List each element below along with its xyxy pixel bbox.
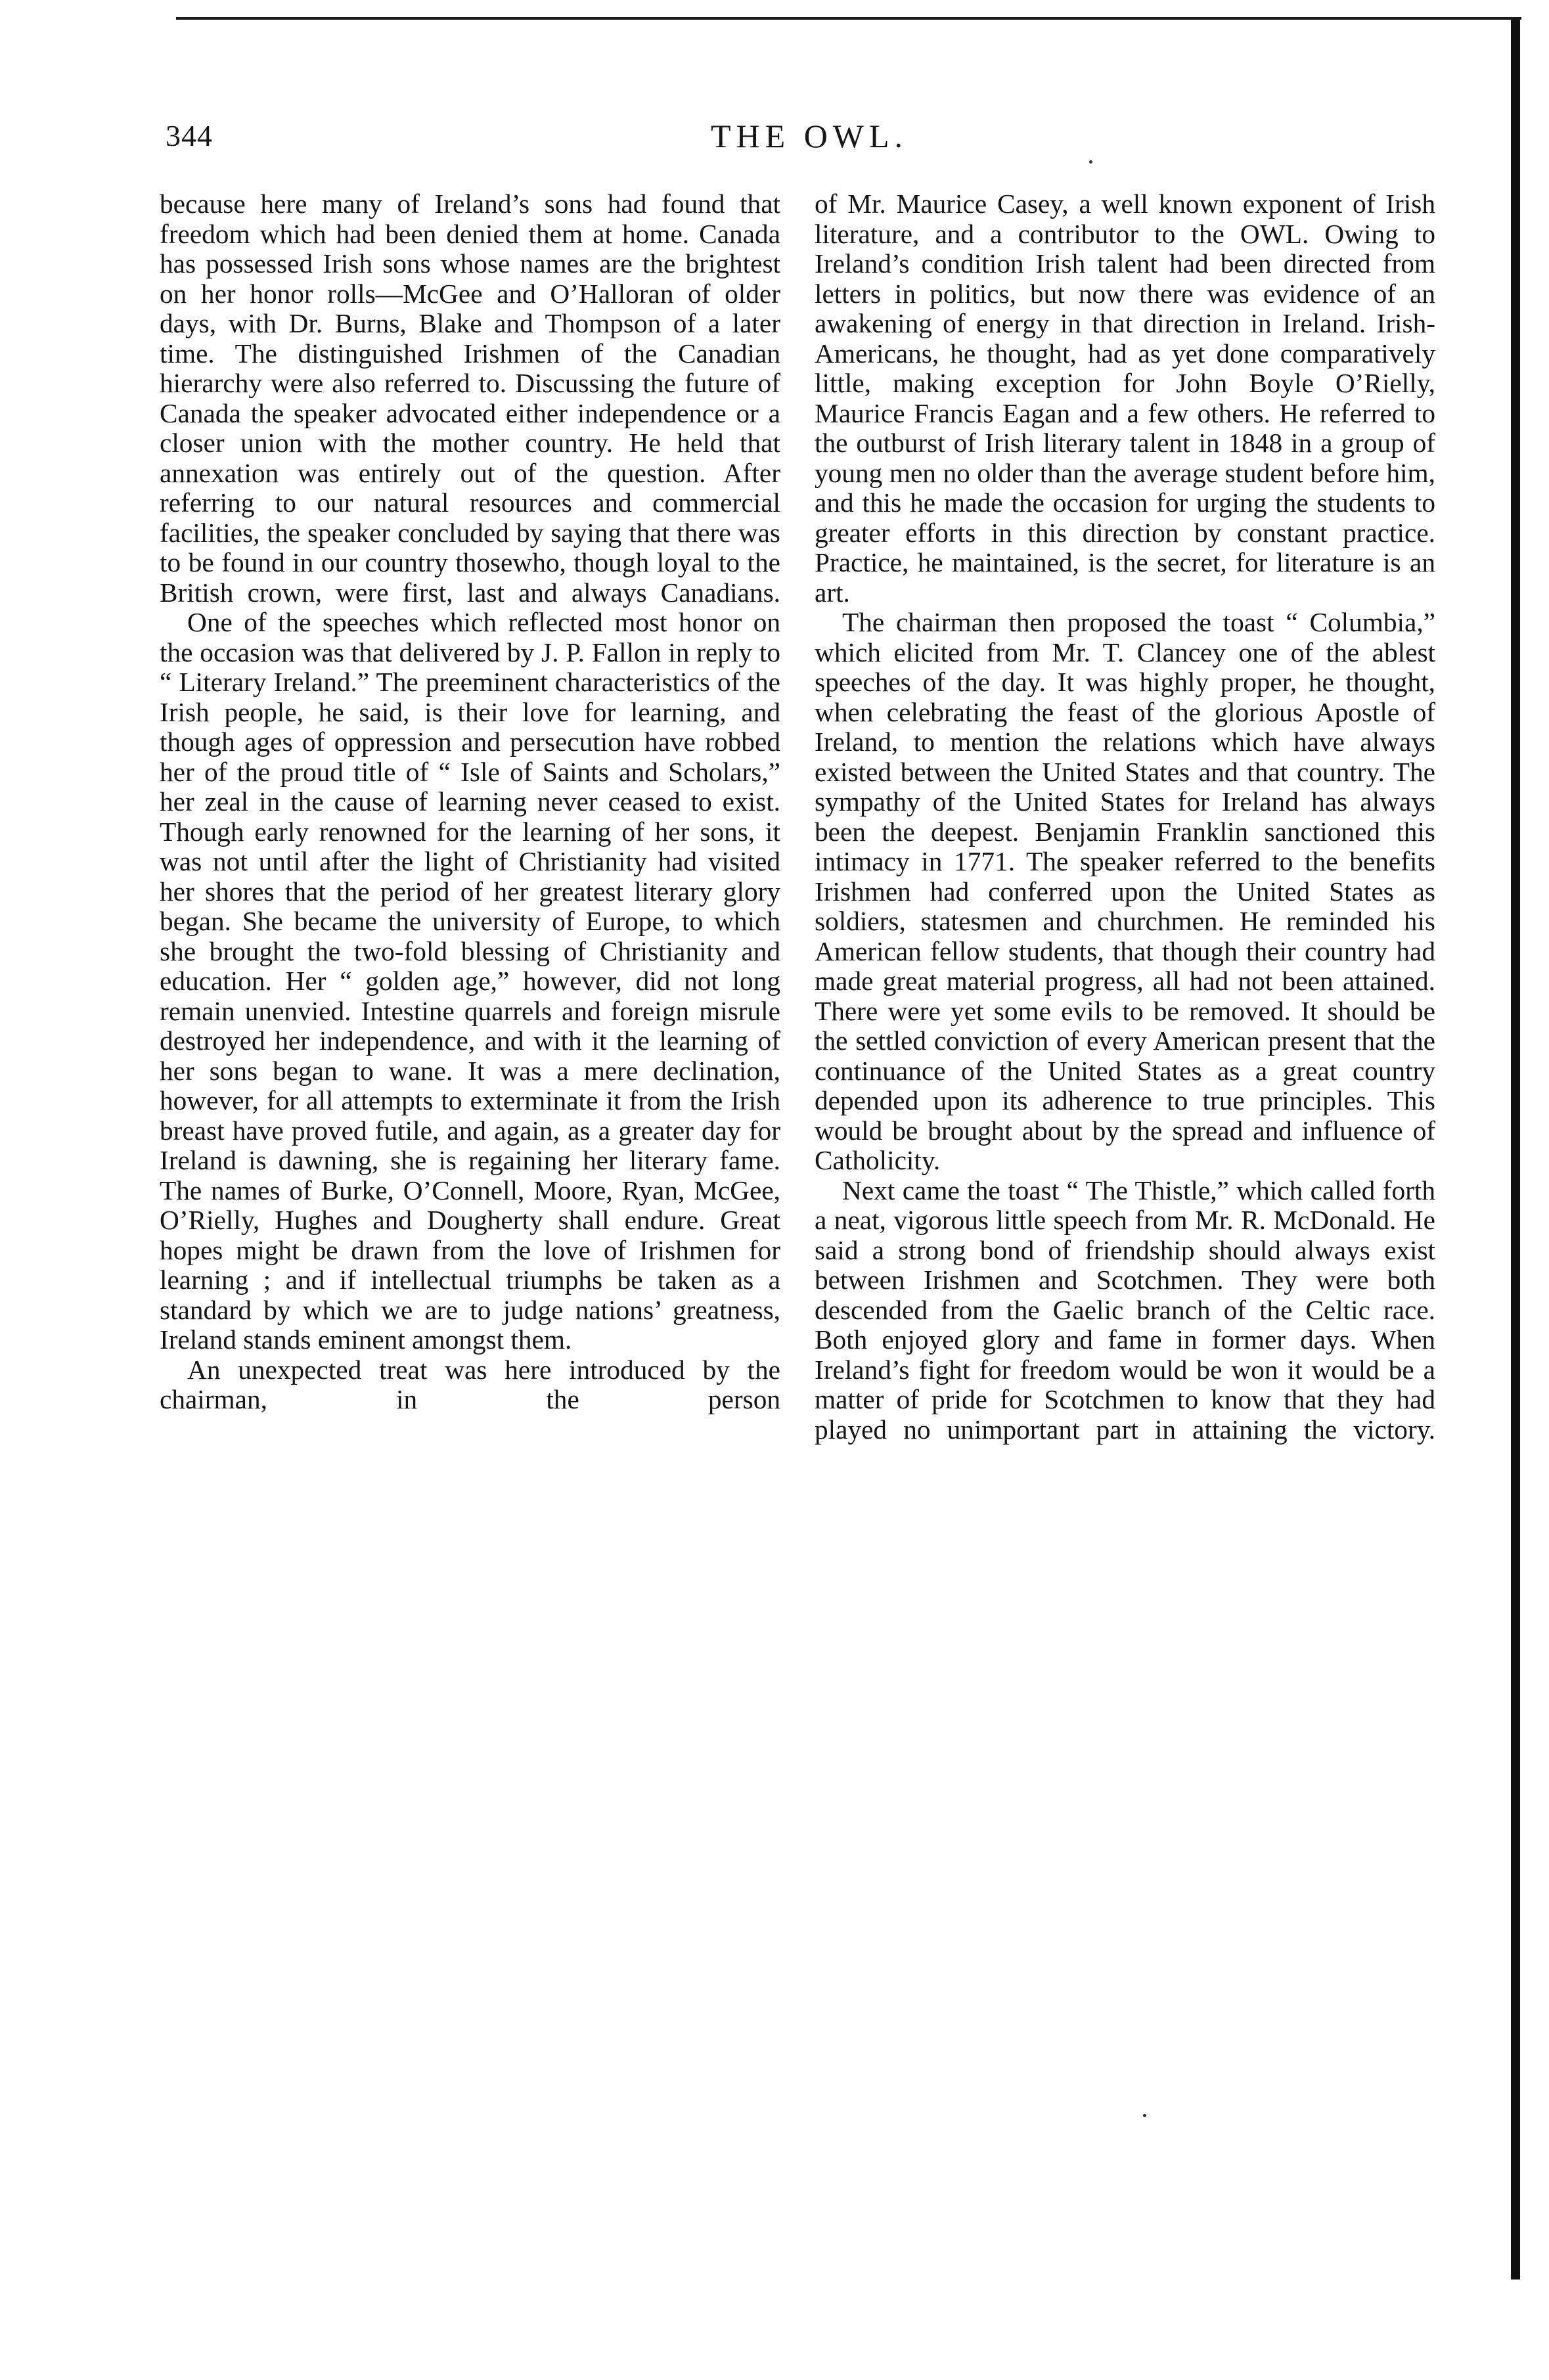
left-paragraph-3: An unexpected treat was here introduced by the chairman, in the person [160,1354,780,1414]
running-title: THE OWL. [711,118,909,154]
right-paragraph-3: Next came the toast “ The Thistle,” which called forth a neat, vigorous little speech from Mr. R. McDonald. He said a strong bond of friendship should always exist between Irishmen and Scotchmen. They were both descended from the Gaelic branch of the Celtic race. Both enjoyed glory and fame in former days. When Ireland’s fight for freedom would be won it would be a matter of pride for Scotchmen to know that they had played no unimportant part in attaining the victory. [815,1175,1435,1445]
top-rule [176,17,1521,20]
right-column [815,189,1435,1445]
page-number: 344 [166,119,213,152]
right-paragraph-2: The chairman then proposed the toast “ Columbia,” which elicited from Mr. T. Clancey one of the ablest speeches of the day. It was highly proper, he thought, when celebrating the feast of the glorious Apostle of Ireland, to mention the relations which have always existed between the United States and that country. The sympathy of the United States for Ireland has always been the deepest. Benjamin Franklin sanctioned this intimacy in 1771. The speaker referred to the benefits Irishmen had conferred upon the United States as soldiers, statesmen and churchmen. He reminded his American fellow students, that though their country had made great material progress, all had not been attained. There were yet some evils to be removed. It should be the settled conviction of every American present that the continuance of the United States as a great country depended upon its adherence to true principles. This would be brought about by the spread and influence of Catholicity. [815,607,1435,1175]
right-paragraph-1: of Mr. Maurice Casey, a well known exponent of Irish literature, and a contributor to the OWL. Owing to Ireland’s condition Irish talent had been directed from letters in politics, but now there was evidence of an awakening of energy in that direction in Ireland. Irish-Americans, he thought, had as yet done comparatively little, making exception for John Boyle O’Rielly, Maurice Francis Eagan and a few others. He referred to the outburst of Irish literary talent in 1848 in a group of young men no older than the average student before him, and this he made the occasion for urging the students to greater efforts in this direction by constant practice. Practice, he maintained, is the secret, for literature is an art. [815,189,1435,608]
left-paragraph-1: because here many of Ireland’s sons had found that freedom which had been denied them at home. Canada has possessed Irish sons whose names are the brightest on her honor rolls—McGee and O’Halloran of older days, with Dr. Burns, Blake and Thompson of a later time. The distinguished Irishmen of the Canadian hierarchy were also referred to. Discussing the future of Canada the speaker advocated either independence or a closer union with the mother country. He held that annexation was entirely out of the question. After referring to our natural resources and commercial facilities, the speaker concluded by saying that there was to be found in our country thosewho, though loyal to the British crown, were first, last and always Canadians. [160,189,780,608]
left-column [160,189,780,1415]
page-header [0,113,1549,172]
ink-speck [1143,2114,1146,2117]
left-paragraph-2: One of the speeches which reflected most honor on the occasion was that delivered by J. P. Fallon in reply to “ Literary Ireland.” The preeminent characteristics of the Irish people, he said, is their love for learning, and though ages of oppression and persecution have robbed her of the proud title of “ Isle of Saints and Scholars,” her zeal in the cause of learning never ceased to exist. Though early renowned for the learning of her sons, it was not until after the light of Christianity had visited her shores that the period of her greatest literary glory began. She became the university of Europe, to which she brought the two-fold blessing of Christianity and education. Her “ golden age,” however, did not long remain unenvied. Intestine quarrels and foreign misrule destroyed her independence, and with it the learning of her sons began to wane. It was a mere declination, however, for all attempts to exterminate it from the Irish breast have proved futile, and again, as a greater day for Ireland is dawning, she is regaining her literary fame. The names of Burke, O’Connell, Moore, Ryan, McGee, O’Rielly, Hughes and Dougherty shall endure. Great hopes might be drawn from the love of Irishmen for learning ; and if intellectual triumphs be taken as a standard by which we are to judge nations’ greatness, Ireland stands eminent amongst them. [160,607,780,1355]
ink-speck [1089,160,1092,164]
page-edge-shadow [1511,20,1520,2279]
